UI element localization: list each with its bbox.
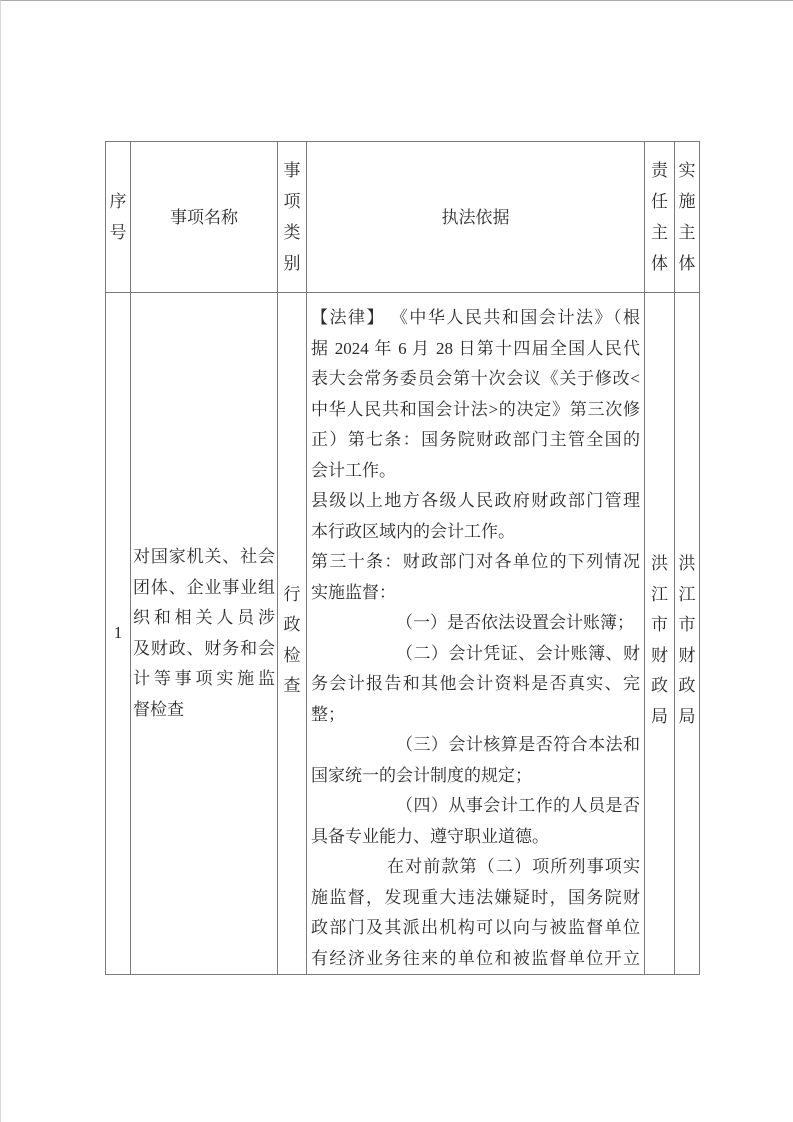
text-line: 织和相关人员涉 <box>133 608 275 627</box>
text-line: （四）从事会计工作的人员是否 <box>396 796 640 815</box>
text-line: 施监督，发现重大违法嫌疑时，国务院财 <box>311 887 640 907</box>
table-row <box>106 293 700 975</box>
text-line: （一）是否依法设置会计账簿； <box>396 613 634 632</box>
header-serial-number: 序号 <box>106 142 131 293</box>
cell-item-name <box>131 293 278 975</box>
text-line: 会计工作。 <box>311 460 396 480</box>
text-line: 计等事项实施监 <box>133 669 275 688</box>
text-line: 督检查 <box>133 699 184 719</box>
text-line: 对国家机关、社会 <box>133 547 275 566</box>
text-line: 团体、企业事业组 <box>133 577 275 597</box>
text-line: 中华人民共和国会计法>的决定》第三次修 <box>311 399 640 419</box>
text-line: （二）会计凭证、会计账簿、财 <box>396 643 640 663</box>
text-line: 第三十条：财政部门对各单位的下列情况 <box>311 552 640 571</box>
text-line: 国家统一的会计制度的规定； <box>311 765 532 785</box>
text-line: 据 2024 年 6 月 28 日第十四届全国人民代 <box>311 338 640 358</box>
text-line: 具备专业能力、遵守职业道德。 <box>311 826 549 846</box>
header-responsible-entity: 责任主体 <box>645 142 675 293</box>
text-line: 正）第七条：国务院财政部门主管全国的 <box>311 430 640 449</box>
enforcement-items-table <box>105 141 700 975</box>
text-line: 在对前款第（二）项所列事项实 <box>387 857 640 876</box>
header-item-name: 事项名称 <box>131 142 278 293</box>
text-line: 整； <box>311 704 345 724</box>
text-line: 及财政、财务和会 <box>133 638 275 658</box>
text-line: 有经济业务往来的单位和被监督单位开立 <box>311 948 640 968</box>
text-line: 政部门及其派出机构可以向与被监督单位 <box>311 918 640 937</box>
header-implementing-entity: 实施主体 <box>675 142 700 293</box>
text-line: 实施监督： <box>311 582 396 602</box>
header-legal-basis: 执法依据 <box>307 142 645 293</box>
cell-implementing-entity: 洪江市财政局 <box>675 293 700 975</box>
text-line: 务会计报告和其他会计资料是否真实、完 <box>311 674 640 693</box>
cell-responsible-entity: 洪江市财政局 <box>645 293 675 975</box>
text-line: 本行政区域内的会计工作。 <box>311 521 515 541</box>
text-line: 表大会常务委员会第十次会议《关于修改< <box>311 369 640 388</box>
text-line: 【法律】 《中华人民共和国会计法》（根 <box>311 308 640 327</box>
header-item-category: 事项类别 <box>278 142 307 293</box>
text-line: 县级以上地方各级人民政府财政部门管理 <box>311 491 640 510</box>
cell-serial-number: 1 <box>106 293 131 975</box>
table-header-row <box>106 142 700 293</box>
cell-item-category: 行政检查 <box>278 293 307 975</box>
text-line: （三）会计核算是否符合本法和 <box>396 735 640 754</box>
cell-legal-basis <box>307 293 645 975</box>
